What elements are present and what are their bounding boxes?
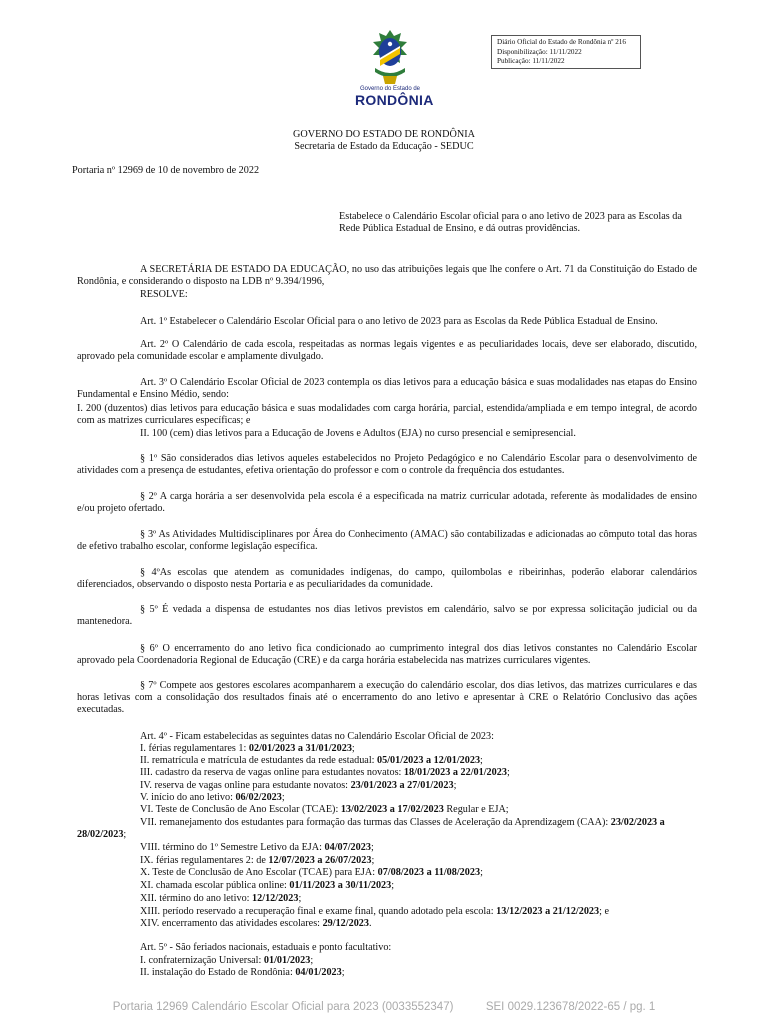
article-1: Art. 1º Estabelecer o Calendário Escolar Oficial para o ano letivo de 2023 para as Escolas da Rede Pública Estadual de Ensino.: [140, 316, 658, 327]
logo-caption: Governo do Estado de: [359, 86, 421, 92]
paragraph-3: § 3º As Atividades Multidisciplinares por Área do Conhecimento (AMAC) são contabilizadas e adicionadas ao cômputo total das horas de efetivo trabalho escolar, conforme legislação específica.: [77, 529, 697, 553]
article-3-item-ii: II. 100 (cem) dias letivos para a Educação de Jovens e Adultos (EJA) no curso presencial e semipresencial.: [140, 428, 576, 439]
footer-process: SEI 0029.123678/2022-65 / pg. 1: [485, 1001, 656, 1013]
footer-document: Portaria 12969 Calendário Escolar Oficial para 2023 (0033552347): [112, 1001, 454, 1013]
ementa: Estabelece o Calendário Escolar oficial para o ano letivo de 2023 para as Escolas da Rede Pública Estadual de Ensino, e dá outras providências.: [339, 211, 682, 235]
article-4-item: II. rematrícula e matrícula de estudantes da rede estadual: 05/01/2023 a 12/01/2023;: [140, 755, 483, 766]
article-4-item: XII. término do ano letivo: 12/12/2023;: [140, 893, 302, 904]
paragraph-2: § 2º A carga horária a ser desenvolvida pela escola é a especificada na matriz curricular adotada, referente às modalidades de ensino e/ou projeto ofertado.: [77, 491, 697, 515]
article-4-item: XIV. encerramento das atividades escolares: 29/12/2023.: [140, 918, 372, 929]
paragraph-7: § 7º Compete aos gestores escolares acompanharem a execução do calendário escolar, dos dias letivos, das matrizes curriculares e das horas letivas com a consolidação dos resultados finais até o encerramento do ano letivo e apresentar à CRE o Relatório Conclusivo das ações executadas.: [77, 680, 697, 716]
stamp-publication: Publicação: 11/11/2022: [497, 57, 565, 66]
article-5-intro: Art. 5º - São feriados nacionais, estaduais e ponto facultativo:: [140, 942, 392, 953]
article-3: Art. 3º O Calendário Escolar Oficial de 2023 contempla os dias letivos para a educação básica e suas modalidades nas etapas do Ensino Fundamental e Ensino Médio, sendo:: [77, 377, 697, 401]
article-4-item: VI. Teste de Conclusão de Ano Escolar (TCAE): 13/02/2023 a 17/02/2023 Regular e EJA;: [140, 804, 509, 815]
logo-title: RONDÔNIA: [355, 92, 434, 108]
paragraph-1: § 1º São considerados dias letivos aqueles estabelecidos no Projeto Pedagógico e no Calendário Escolar para o desenvolvimento de atividades com a presença de estudantes, efetiva orientação do professor e com o controle da frequência dos estudantes.: [77, 453, 697, 477]
article-5-item: II. instalação do Estado de Rondônia: 04/01/2023;: [140, 967, 345, 978]
article-4-item: XIII. período reservado a recuperação final e exame final, quando adotado pela escola: 13/12/2023 a 21/12/2023; e: [140, 906, 610, 917]
article-4-item-continuation: 28/02/2023;: [77, 829, 127, 840]
header-government: GOVERNO DO ESTADO DE RONDÔNIA: [293, 129, 475, 140]
article-4-item: VII. remanejamento dos estudantes para formação das turmas das Classes de Aceleração da Aprendizagem (CAA): 23/02/2023 a: [140, 817, 665, 828]
publication-stamp: [491, 35, 641, 69]
portaria-title: Portaria nº 12969 de 10 de novembro de 2022: [72, 165, 260, 176]
article-4-item: IV. reserva de vagas online para estudante novatos: 23/01/2023 a 27/01/2023;: [140, 780, 457, 791]
article-2: Art. 2º O Calendário de cada escola, respeitadas as normas legais vigentes e as peculiaridades locais, deve ser elaborado, discutido, aprovado pela comunidade escolar e amplamente divulgado.: [77, 339, 697, 363]
resolve: RESOLVE:: [140, 289, 188, 300]
article-4-item: IX. férias regulamentares 2: de 12/07/2023 a 26/07/2023;: [140, 855, 375, 866]
article-4-item: X. Teste de Conclusão de Ano Escolar (TCAE) para EJA: 07/08/2023 a 11/08/2023;: [140, 867, 483, 878]
header-secretariat: Secretaria de Estado da Educação - SEDUC: [294, 141, 474, 152]
paragraph-4: § 4ºAs escolas que atendem as comunidades indígenas, do campo, quilombolas e ribeirinhas, poderão elaborar calendários diferenciados, observando o disposto nesta Portaria e as peculiaridades da comunidade.: [77, 567, 697, 591]
article-3-item-i: I. 200 (duzentos) dias letivos para educação básica e suas modalidades com carga horária, parcial, estendida/ampliada e em tempo integral, de acordo com as matrizes curriculares específicas; e: [77, 403, 697, 427]
state-logo: [355, 28, 434, 120]
article-4-item: XI. chamada escolar pública online: 01/11/2023 a 30/11/2023;: [140, 880, 395, 891]
article-4-item: III. cadastro da reserva de vagas online para estudantes novatos: 18/01/2023 a 22/01/2023;: [140, 767, 510, 778]
page-footer: [0, 1001, 768, 1013]
article-4-item: I. férias regulamentares 1: 02/01/2023 a 31/01/2023;: [140, 743, 355, 754]
paragraph-6: § 6º O encerramento do ano letivo fica condicionado ao cumprimento integral dos dias letivos constantes no Calendário Escolar aprovado pela Coordenadoria Regional de Educação (CRE) e da carga horária estabelecida nas matrizes curriculares vigentes.: [77, 643, 697, 667]
stamp-availability: Disponibilização: 11/11/2022: [497, 47, 582, 56]
preamble: A SECRETÁRIA DE ESTADO DA EDUCAÇÃO, no uso das atribuições legais que lhe confere o Art. 71 da Constituição do Estado de Rondônia, e considerando o disposto na LDB nº 9.394/1996,: [77, 264, 697, 288]
article-4-item: V. início do ano letivo: 06/02/2023;: [140, 792, 285, 803]
stamp-journal: Diário Oficial do Estado de Rondônia nº 216: [497, 38, 626, 46]
article-5-item: I. confraternização Universal: 01/01/2023;: [140, 955, 314, 966]
paragraph-5: § 5º É vedada a dispensa de estudantes nos dias letivos previstos em calendário, salvo se por expressa solicitação judicial ou da mantenedora.: [77, 604, 697, 628]
coat-of-arms-icon: [365, 28, 415, 86]
article-4-intro: Art. 4º - Ficam estabelecidas as seguintes datas no Calendário Escolar Oficial de 2023:: [140, 731, 494, 742]
article-4-item: VIII. término do 1º Semestre Letivo da EJA: 04/07/2023;: [140, 842, 374, 853]
